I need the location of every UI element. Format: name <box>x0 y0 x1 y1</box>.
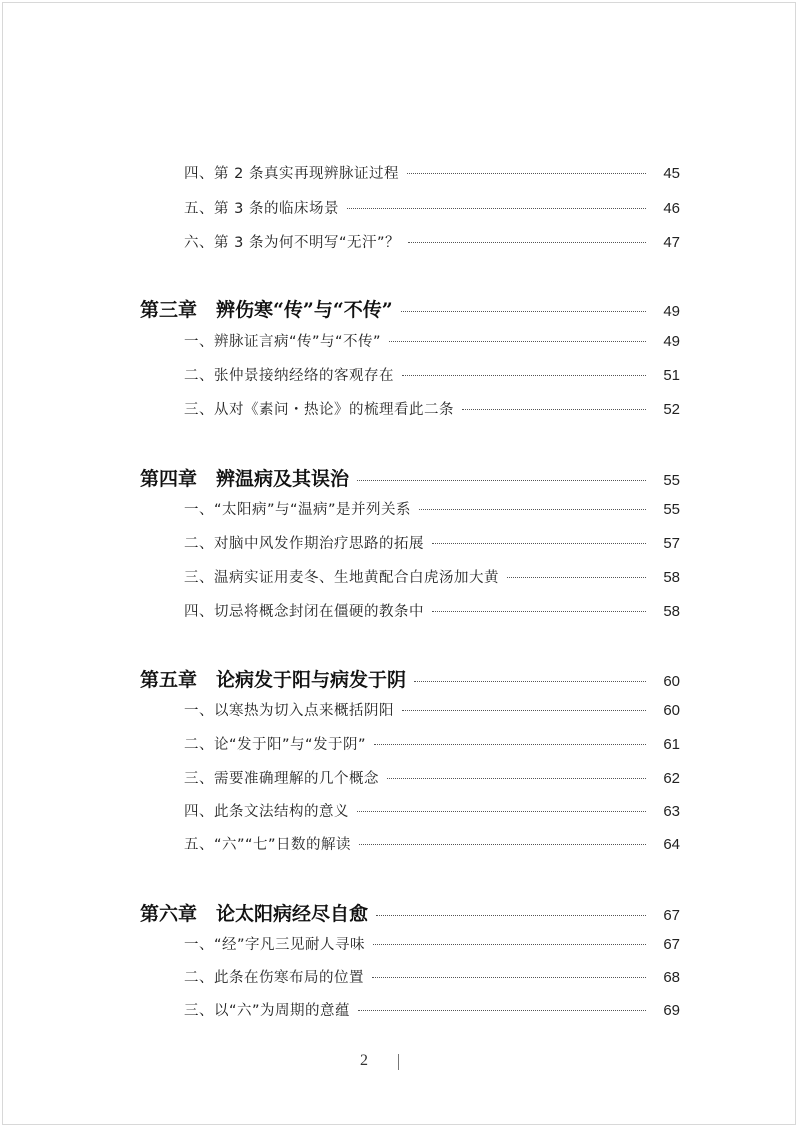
toc-entry-title: 二、对脑中风发作期治疗思路的拓展 <box>184 536 424 552</box>
chapter-page: 60 <box>663 673 680 690</box>
toc-entry-section[interactable] <box>140 933 680 954</box>
dot-leader <box>357 480 646 481</box>
toc-entry-section[interactable] <box>140 566 680 587</box>
toc-entry-title: 五、第 3 条的临床场景 <box>184 201 339 217</box>
toc-entry-section[interactable] <box>140 966 680 987</box>
chapter-page: 67 <box>663 907 680 924</box>
toc-entry-page: 60 <box>663 702 680 719</box>
toc-entry-title: 四、切忌将概念封闭在僵硬的教条中 <box>184 604 424 620</box>
toc-entry-section[interactable] <box>140 999 680 1020</box>
toc-entry-section[interactable] <box>140 364 680 385</box>
dot-leader <box>401 311 646 312</box>
toc-entry-page: 69 <box>663 1002 680 1019</box>
toc-entry-page: 47 <box>663 234 680 251</box>
toc-entry-title: 一、“经”字凡三见耐人寻味 <box>184 937 366 953</box>
toc-entry-page: 61 <box>663 736 680 753</box>
toc-entry-title: 四、此条文法结构的意义 <box>184 804 349 820</box>
dot-leader <box>358 1010 646 1011</box>
dot-leader <box>347 208 646 209</box>
toc-entry-title: 二、论“发于阳”与“发于阴” <box>184 737 367 753</box>
toc-entry-title: 一、以寒热为切入点来概括阴阳 <box>184 703 394 719</box>
toc-entry-section[interactable] <box>140 330 680 351</box>
page-number: 2 <box>360 1052 368 1069</box>
toc-entry-title: 六、第 3 条为何不明写“无汗”？ <box>184 235 400 251</box>
toc-entry-section[interactable] <box>140 197 680 218</box>
toc-entry-page: 57 <box>663 535 680 552</box>
toc-entry-title: 二、此条在伤寒布局的位置 <box>184 970 364 986</box>
toc-entry-page: 58 <box>663 603 680 620</box>
chapter-page: 49 <box>663 303 680 320</box>
chapter-title: 第五章 论病发于阳与病发于阴 <box>140 669 407 691</box>
toc-entry-title: 三、从对《素问・热论》的梳理看此二条 <box>184 402 454 418</box>
toc-entry-page: 49 <box>663 333 680 350</box>
toc-entry-title: 四、第 2 条真实再现辨脉证过程 <box>184 166 399 182</box>
toc-entry-page: 64 <box>663 836 680 853</box>
toc-entry-title: 三、温病实证用麦冬、生地黄配合白虎汤加大黄 <box>184 570 499 586</box>
dot-leader <box>389 341 646 342</box>
chapter-title: 第三章 辨伤寒“传”与“不传” <box>140 299 393 321</box>
toc-entry-page: 58 <box>663 569 680 586</box>
toc-entry-section[interactable] <box>140 162 680 183</box>
toc-entry-title: 一、“太阳病”与“温病”是并列关系 <box>184 502 412 518</box>
toc-entry-page: 45 <box>663 165 680 182</box>
toc-entry-page: 52 <box>663 401 680 418</box>
toc-entry-section[interactable] <box>140 733 680 754</box>
toc-entry-section[interactable] <box>140 833 680 854</box>
toc-entry-chapter[interactable] <box>140 899 680 926</box>
dot-leader <box>402 710 646 711</box>
dot-leader <box>359 844 646 845</box>
chapter-title: 第六章 论太阳病经尽自愈 <box>140 903 369 925</box>
toc-entry-section[interactable] <box>140 800 680 821</box>
toc-entry-page: 55 <box>663 501 680 518</box>
dot-leader <box>374 744 646 745</box>
page-number-divider <box>398 1054 399 1070</box>
toc-entry-page: 63 <box>663 803 680 820</box>
toc-entry-chapter[interactable] <box>140 464 680 491</box>
chapter-page: 55 <box>663 472 680 489</box>
toc-entry-page: 46 <box>663 200 680 217</box>
toc-entry-chapter[interactable] <box>140 665 680 692</box>
dot-leader <box>376 915 646 916</box>
toc-entry-page: 68 <box>663 969 680 986</box>
dot-leader <box>432 611 646 612</box>
dot-leader <box>402 375 646 376</box>
dot-leader <box>414 681 646 682</box>
dot-leader <box>462 409 646 410</box>
toc-entry-page: 62 <box>663 770 680 787</box>
toc-entry-title: 一、辨脉证言病“传”与“不传” <box>184 334 382 350</box>
dot-leader <box>408 242 646 243</box>
dot-leader <box>357 811 646 812</box>
toc-entry-section[interactable] <box>140 532 680 553</box>
toc-entry-title: 三、以“六”为周期的意蕴 <box>184 1003 351 1019</box>
dot-leader <box>432 543 646 544</box>
toc-entry-page: 51 <box>663 367 680 384</box>
dot-leader <box>419 509 646 510</box>
toc-entry-section[interactable] <box>140 767 680 788</box>
dot-leader <box>387 778 646 779</box>
dot-leader <box>407 173 646 174</box>
chapter-title: 第四章 辨温病及其误治 <box>140 468 350 490</box>
dot-leader <box>507 577 646 578</box>
toc-entry-page: 67 <box>663 936 680 953</box>
toc-entry-chapter[interactable] <box>140 295 680 322</box>
toc-entry-section[interactable] <box>140 498 680 519</box>
toc-entry-section[interactable] <box>140 398 680 419</box>
toc-entry-section[interactable] <box>140 231 680 252</box>
toc-entry-title: 二、张仲景接纳经络的客观存在 <box>184 368 394 384</box>
toc-entry-section[interactable] <box>140 699 680 720</box>
toc-entry-title: 三、需要准确理解的几个概念 <box>184 771 379 787</box>
dot-leader <box>372 977 646 978</box>
toc-entry-section[interactable] <box>140 600 680 621</box>
toc-entry-title: 五、“六”“七”日数的解读 <box>184 837 352 853</box>
dot-leader <box>373 944 646 945</box>
